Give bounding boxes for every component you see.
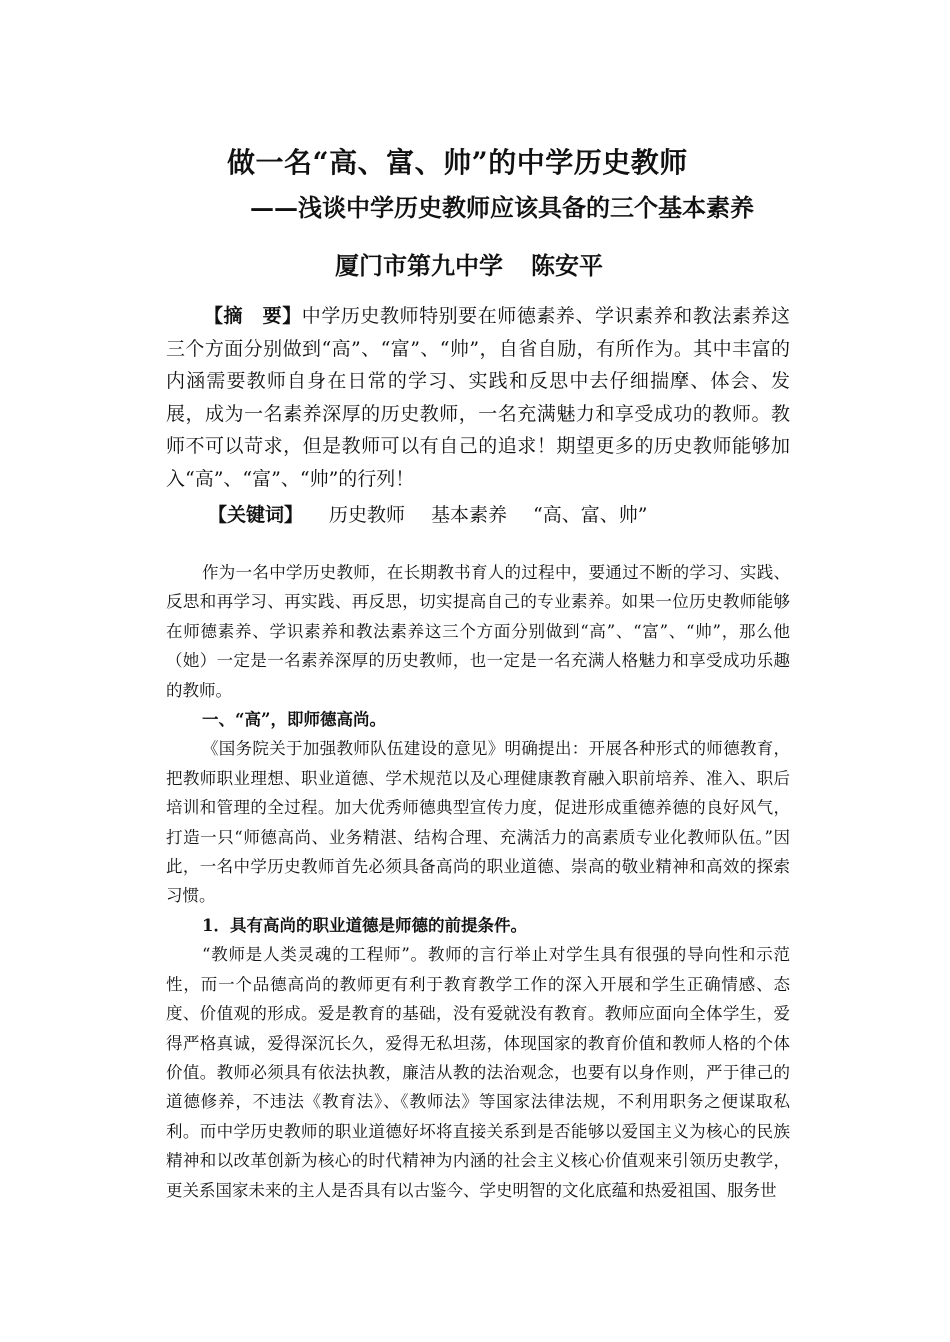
author-line [335, 246, 603, 281]
author-name: 陈安平 [531, 251, 603, 280]
document-title: 做一名“高、富、帅”的中学历史教师 [227, 146, 688, 179]
abstract-label: 【摘 要】 [204, 305, 302, 327]
keywords-line [208, 500, 647, 527]
section-paragraph: 《国务院关于加强教师队伍建设的意见》明确提出：开展各种形式的师德教育，把教师职业理想、职业道德、学术规范以及心理健康教育融入职前培养、准入、职后培训和管理的全过程。加大优秀师德典型宣传力度，促进形成重德养德的良好风气，打造一只“师德高尚、业务精湛、结构合理、充满活力的高素质专业化教师队伍。”因此，一名中学历史教师首先必须具备高尚的职业道德、崇高的敬业精神和高效的探索习惯。 [166, 739, 790, 906]
section-paragraph: “教师是人类灵魂的工程师”。教师的言行举止对学生具有很强的导向性和示范性，而一个品德高尚的教师更有利于教育教学工作的深入开展和学生正确情感、态度、价值观的形成。爱是教育的基础，没有爱就没有教育。教师应面向全体学生，爱得严格真诚，爱得深沉长久，爱得无私坦荡，体现国家的教育价值和教师人格的个体价值。教师必须具有依法执教，廉洁从教的法治观念，也要有以身作则，严于律己的道德修养，不违法《教育法》、《教师法》等国家法律法规，不利用职务之便谋取私利。而中学历史教师的职业道德好坏将直接关系到是否能够以爱国主义为核心的民族精神和以改革创新为核心的时代精神为内涵的社会主义核心价值观来引领历史教学，更关系国家未来的主人是否具有以古鉴今、学史明智的文化底蕴和热爱祖国、服务世 [166, 945, 790, 1200]
keywords-label: 【关键词】 [208, 504, 304, 526]
section-heading: 一、“高”，即师德高尚。 [202, 710, 386, 730]
subsection-heading: 1．具有高尚的职业道德是师德的前提条件。 [202, 915, 527, 935]
abstract-text: 中学历史教师特别要在师德素养、学识素养和教法素养这三个方面分别做到“高”、“富”、“帅”，自省自励，有所作为。其中丰富的内涵需要教师自身在日常的学习、实践和反思中去仔细揣摩、体会、发展，成为一名素养深厚的历史教师，一名充满魅力和享受成功的教师。教师不可以苛求，但是教师可以有自己的追求！期望更多的历史教师能够加入“高”、“富”、“帅”的行列！ [166, 305, 790, 490]
keyword-item: 历史教师 [329, 504, 406, 526]
keyword-item: 基本素养 [431, 504, 508, 526]
intro-paragraph: 作为一名中学历史教师，在长期教书育人的过程中，要通过不断的学习、实践、反思和再学习、再实践、再反思，切实提高自己的专业素养。如果一位历史教师能够在师德素养、学识素养和教法素养这三个方面分别做到“高”、“富”、“帅”，那么他（她）一定是一名素养深厚的历史教师，也一定是一名充满人格魅力和享受成功乐趣的教师。 [166, 563, 790, 700]
abstract-paragraph [166, 300, 790, 495]
keyword-item: “高、富、帅” [533, 504, 648, 526]
document-subtitle: ——浅谈中学历史教师应该具备的三个基本素养 [250, 193, 754, 222]
body-text [166, 558, 790, 1205]
author-school: 厦门市第九中学 [335, 251, 503, 280]
